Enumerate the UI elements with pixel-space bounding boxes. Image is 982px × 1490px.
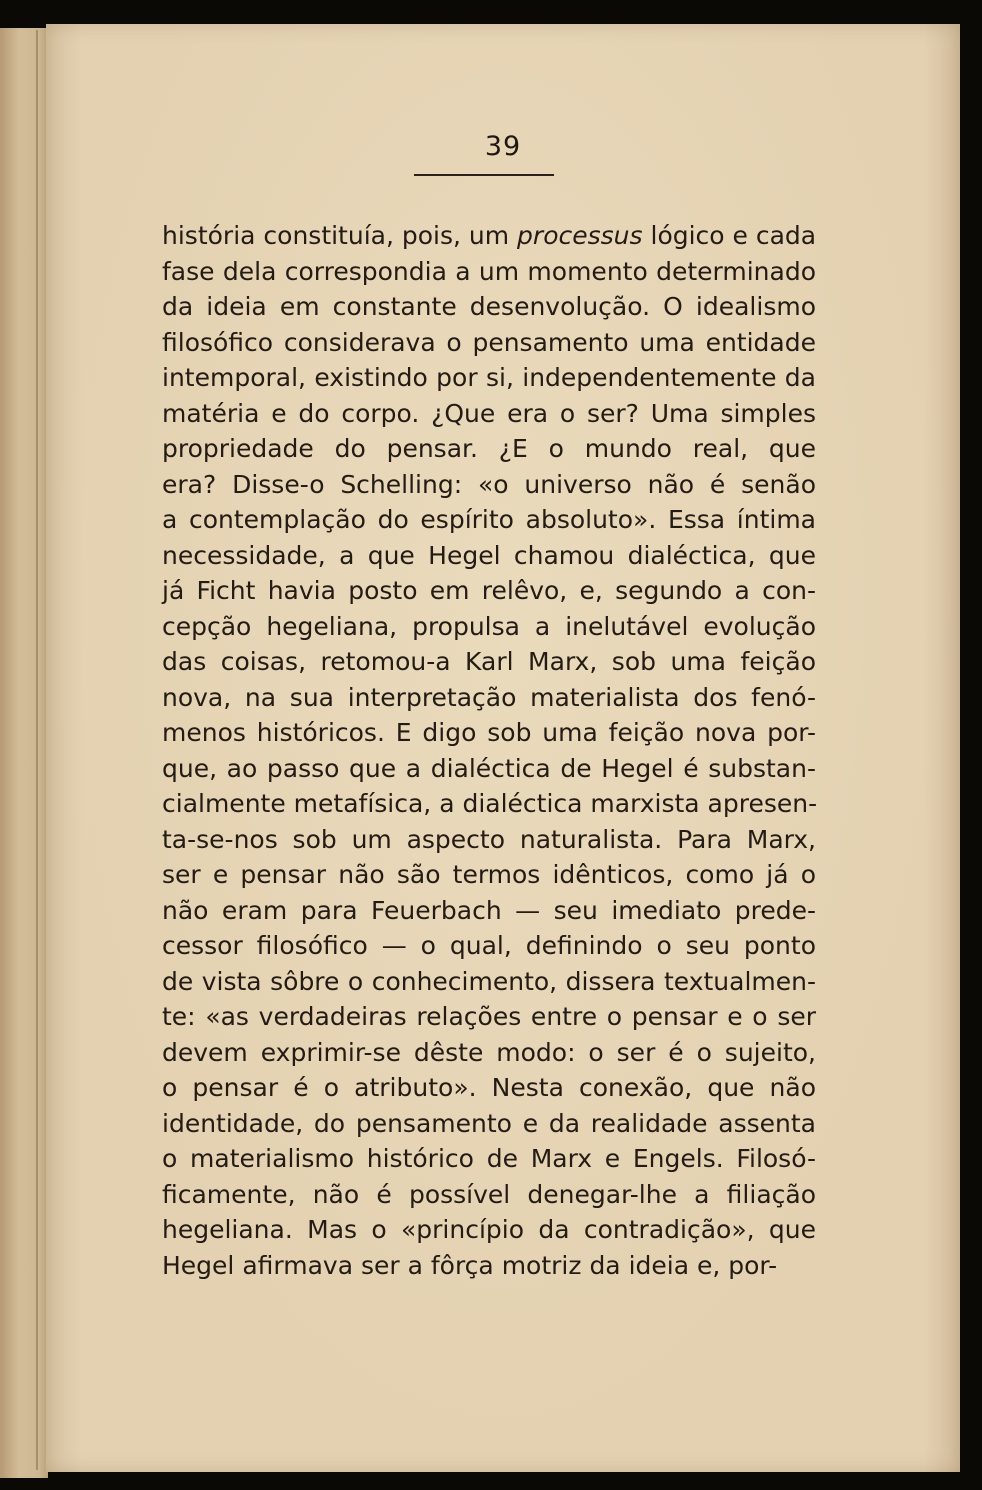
text-line: a contemplação do espírito absoluto». Essa íntima xyxy=(162,505,816,534)
page-gutter-line xyxy=(36,30,38,1470)
text-line: nova, na sua interpretação materialista dos fenó- xyxy=(162,682,816,712)
text-line: menos históricos. E digo sob uma feição nova por- xyxy=(162,718,816,747)
text-line: era? Disse-o Schelling: «o universo não é senão xyxy=(162,469,816,499)
text-line: necessidade, a que Hegel chamou dialéctica, que xyxy=(162,540,816,570)
text-line: cessor filosófico — o qual, definindo o seu ponto xyxy=(162,931,816,960)
text-line: de vista sôbre o conhecimento, dissera textualmen- xyxy=(162,966,816,996)
text-line: das coisas, retomou-a Karl Marx, sob uma feição xyxy=(162,647,816,676)
text-line: filosófico considerava o pensamento uma entidade xyxy=(162,327,816,357)
text-line: ser e pensar não são termos idênticos, como já o xyxy=(162,860,816,889)
text-line: devem exprimir-se dêste modo: o ser é o sujeito, xyxy=(162,1037,816,1067)
text-line: Hegel afirmava ser a fôrça motriz da ideia e, por- xyxy=(162,1250,778,1280)
text-line: o pensar é o atributo». Nesta conexão, que não xyxy=(162,1073,816,1102)
text-line: intemporal, existindo por si, independentemente da xyxy=(162,363,816,392)
previous-page-edge xyxy=(0,28,48,1478)
text-line: ficamente, não é possível denegar-lhe a filiação xyxy=(162,1179,816,1209)
text-line: o materialismo histórico de Marx e Engels. Filosó- xyxy=(162,1144,816,1173)
text-line: identidade, do pensamento e da realidade assenta xyxy=(162,1108,816,1138)
body-text xyxy=(162,218,816,1283)
text-line: propriedade do pensar. ¿E o mundo real, que xyxy=(162,434,816,463)
text-line: fase dela correspondia a um momento determinado xyxy=(162,256,816,286)
page-number-rule xyxy=(414,174,554,176)
page-number: 39 xyxy=(484,131,522,162)
text-line xyxy=(162,218,816,254)
text-line-after: lógico e cada xyxy=(642,221,817,250)
text-line: da ideia em constante desenvolução. O idealismo xyxy=(162,292,816,321)
text-line: hegeliana. Mas o «princípio da contradição», que xyxy=(162,1215,816,1244)
text-line: matéria e do corpo. ¿Que era o ser? Uma simples xyxy=(162,398,816,428)
italic-term: processus xyxy=(517,221,643,250)
book-page xyxy=(46,24,960,1472)
text-line: cialmente metafísica, a dialéctica marxista apresen- xyxy=(162,789,818,818)
text-line: ta-se-nos sob um aspecto naturalista. Para Marx, xyxy=(162,824,816,854)
text-line-before: história constituía, pois, um xyxy=(162,221,518,250)
text-line: já Ficht havia posto em relêvo, e, segundo a con- xyxy=(162,576,816,605)
text-line: que, ao passo que a dialéctica de Hegel é substan- xyxy=(162,753,816,783)
text-line: te: «as verdadeiras relações entre o pensar e o ser xyxy=(162,1002,816,1031)
text-line: não eram para Feuerbach — seu imediato prede- xyxy=(162,895,816,925)
text-line: cepção hegeliana, propulsa a inelutável evolução xyxy=(162,611,816,641)
